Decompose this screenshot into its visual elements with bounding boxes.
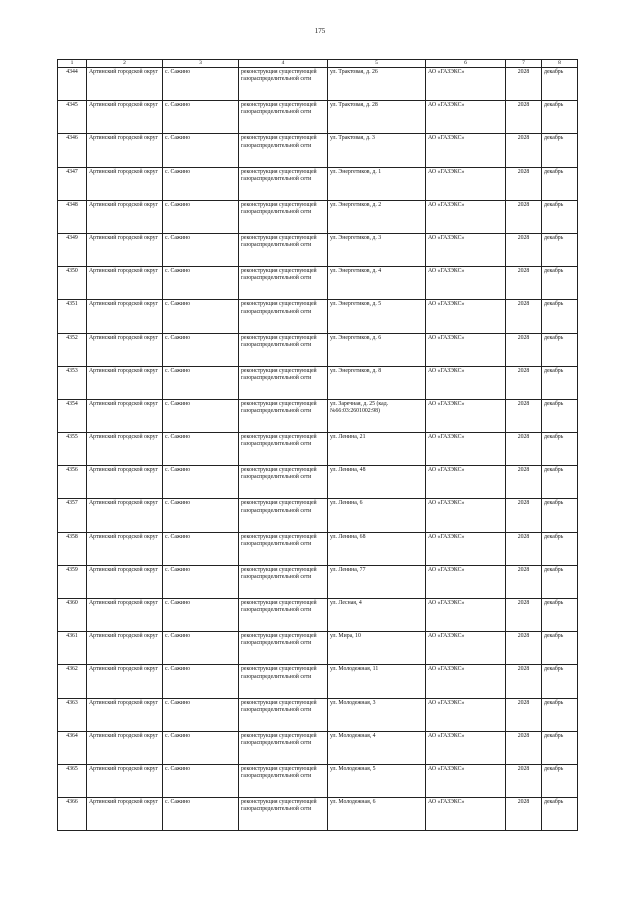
organization-cell: АО «ГАЗЭКС»	[426, 565, 506, 598]
municipality-cell: Артинский городской округ	[87, 599, 163, 632]
municipality-cell: Артинский городской округ	[87, 532, 163, 565]
municipality-cell: Артинский городской округ	[87, 399, 163, 432]
month-cell: декабрь	[542, 599, 578, 632]
table-row	[58, 565, 578, 598]
address-cell: ул. Ленина, 48	[328, 466, 426, 499]
table-row	[58, 300, 578, 333]
work-type-cell: реконструкция существующей газораспределительной сети	[239, 632, 328, 665]
row-number-cell: 4349	[58, 233, 87, 266]
address-cell: ул. Энергетиков, д. 2	[328, 200, 426, 233]
work-type-cell: реконструкция существующей газораспределительной сети	[239, 466, 328, 499]
row-number-cell: 4360	[58, 599, 87, 632]
organization-cell: АО «ГАЗЭКС»	[426, 134, 506, 167]
work-type-cell: реконструкция существующей газораспределительной сети	[239, 333, 328, 366]
address-cell: ул. Энергетиков, д. 5	[328, 300, 426, 333]
organization-cell: АО «ГАЗЭКС»	[426, 333, 506, 366]
column-header: 1	[58, 60, 87, 68]
month-cell: декабрь	[542, 233, 578, 266]
column-header: 4	[239, 60, 328, 68]
address-cell: ул. Энергетиков, д. 6	[328, 333, 426, 366]
row-number-cell: 4359	[58, 565, 87, 598]
organization-cell: АО «ГАЗЭКС»	[426, 665, 506, 698]
organization-cell: АО «ГАЗЭКС»	[426, 200, 506, 233]
address-cell: ул. Ленина, 21	[328, 433, 426, 466]
column-header: 2	[87, 60, 163, 68]
year-cell: 2028	[506, 366, 542, 399]
row-number-cell: 4357	[58, 499, 87, 532]
organization-cell: АО «ГАЗЭКС»	[426, 532, 506, 565]
address-cell: ул. Трактовая, д. 28	[328, 101, 426, 134]
work-type-cell: реконструкция существующей газораспределительной сети	[239, 134, 328, 167]
table-row	[58, 200, 578, 233]
work-type-cell: реконструкция существующей газораспределительной сети	[239, 300, 328, 333]
organization-cell: АО «ГАЗЭКС»	[426, 167, 506, 200]
table-row	[58, 134, 578, 167]
month-cell: декабрь	[542, 267, 578, 300]
row-number-cell: 4363	[58, 698, 87, 731]
row-number-cell: 4354	[58, 399, 87, 432]
year-cell: 2028	[506, 233, 542, 266]
address-cell: ул. Заречная, д. 25 (кад. №66:03:2601002:98)	[328, 399, 426, 432]
column-header: 8	[542, 60, 578, 68]
municipality-cell: Артинский городской округ	[87, 433, 163, 466]
year-cell: 2028	[506, 599, 542, 632]
settlement-cell: с. Сажино	[163, 167, 239, 200]
work-type-cell: реконструкция существующей газораспределительной сети	[239, 499, 328, 532]
table-row	[58, 267, 578, 300]
municipality-cell: Артинский городской округ	[87, 200, 163, 233]
address-cell: ул. Мира, 10	[328, 632, 426, 665]
settlement-cell: с. Сажино	[163, 233, 239, 266]
month-cell: декабрь	[542, 134, 578, 167]
organization-cell: АО «ГАЗЭКС»	[426, 267, 506, 300]
settlement-cell: с. Сажино	[163, 399, 239, 432]
organization-cell: АО «ГАЗЭКС»	[426, 466, 506, 499]
settlement-cell: с. Сажино	[163, 599, 239, 632]
work-type-cell: реконструкция существующей газораспределительной сети	[239, 167, 328, 200]
month-cell: декабрь	[542, 764, 578, 797]
year-cell: 2028	[506, 632, 542, 665]
address-cell: ул. Энергетиков, д. 3	[328, 233, 426, 266]
municipality-cell: Артинский городской округ	[87, 267, 163, 300]
row-number-cell: 4344	[58, 68, 87, 101]
address-cell: ул. Трактовая, д. 3	[328, 134, 426, 167]
year-cell: 2028	[506, 134, 542, 167]
settlement-cell: с. Сажино	[163, 101, 239, 134]
address-cell: ул. Энергетиков, д. 1	[328, 167, 426, 200]
work-type-cell: реконструкция существующей газораспределительной сети	[239, 399, 328, 432]
gas-network-reconstruction-table	[57, 59, 578, 831]
table-body	[58, 68, 578, 831]
settlement-cell: с. Сажино	[163, 267, 239, 300]
year-cell: 2028	[506, 300, 542, 333]
table-row	[58, 532, 578, 565]
municipality-cell: Артинский городской округ	[87, 300, 163, 333]
month-cell: декабрь	[542, 200, 578, 233]
organization-cell: АО «ГАЗЭКС»	[426, 433, 506, 466]
settlement-cell: с. Сажино	[163, 333, 239, 366]
municipality-cell: Артинский городской округ	[87, 731, 163, 764]
row-number-cell: 4355	[58, 433, 87, 466]
year-cell: 2028	[506, 565, 542, 598]
table-row	[58, 233, 578, 266]
organization-cell: АО «ГАЗЭКС»	[426, 68, 506, 101]
month-cell: декабрь	[542, 798, 578, 831]
address-cell: ул. Молодежная, 6	[328, 798, 426, 831]
row-number-cell: 4361	[58, 632, 87, 665]
year-cell: 2028	[506, 333, 542, 366]
row-number-cell: 4350	[58, 267, 87, 300]
row-number-cell: 4348	[58, 200, 87, 233]
year-cell: 2028	[506, 68, 542, 101]
work-type-cell: реконструкция существующей газораспределительной сети	[239, 532, 328, 565]
month-cell: декабрь	[542, 565, 578, 598]
row-number-cell: 4358	[58, 532, 87, 565]
work-type-cell: реконструкция существующей газораспределительной сети	[239, 233, 328, 266]
work-type-cell: реконструкция существующей газораспределительной сети	[239, 68, 328, 101]
table-row	[58, 68, 578, 101]
municipality-cell: Артинский городской округ	[87, 167, 163, 200]
municipality-cell: Артинский городской округ	[87, 134, 163, 167]
municipality-cell: Артинский городской округ	[87, 764, 163, 797]
column-header: 6	[426, 60, 506, 68]
municipality-cell: Артинский городской округ	[87, 499, 163, 532]
municipality-cell: Артинский городской округ	[87, 665, 163, 698]
organization-cell: АО «ГАЗЭКС»	[426, 101, 506, 134]
year-cell: 2028	[506, 798, 542, 831]
year-cell: 2028	[506, 101, 542, 134]
row-number-cell: 4345	[58, 101, 87, 134]
settlement-cell: с. Сажино	[163, 565, 239, 598]
municipality-cell: Артинский городской округ	[87, 366, 163, 399]
organization-cell: АО «ГАЗЭКС»	[426, 233, 506, 266]
municipality-cell: Артинский городской округ	[87, 698, 163, 731]
table-row	[58, 466, 578, 499]
table-row	[58, 499, 578, 532]
year-cell: 2028	[506, 267, 542, 300]
address-cell: ул. Энергетиков, д. 8	[328, 366, 426, 399]
work-type-cell: реконструкция существующей газораспределительной сети	[239, 101, 328, 134]
table-row	[58, 167, 578, 200]
work-type-cell: реконструкция существующей газораспределительной сети	[239, 764, 328, 797]
column-header: 5	[328, 60, 426, 68]
table-row	[58, 101, 578, 134]
page-number: 175	[314, 27, 326, 35]
settlement-cell: с. Сажино	[163, 433, 239, 466]
address-cell: ул. Энергетиков, д. 4	[328, 267, 426, 300]
municipality-cell: Артинский городской округ	[87, 466, 163, 499]
settlement-cell: с. Сажино	[163, 300, 239, 333]
settlement-cell: с. Сажино	[163, 764, 239, 797]
table-row	[58, 764, 578, 797]
table-row	[58, 366, 578, 399]
table-row	[58, 731, 578, 764]
row-number-cell: 4366	[58, 798, 87, 831]
year-cell: 2028	[506, 433, 542, 466]
column-header: 7	[506, 60, 542, 68]
row-number-cell: 4364	[58, 731, 87, 764]
column-header: 3	[163, 60, 239, 68]
year-cell: 2028	[506, 466, 542, 499]
organization-cell: АО «ГАЗЭКС»	[426, 499, 506, 532]
table-row	[58, 798, 578, 831]
month-cell: декабрь	[542, 333, 578, 366]
month-cell: декабрь	[542, 532, 578, 565]
address-cell: ул. Ленина, 6	[328, 499, 426, 532]
municipality-cell: Артинский городской округ	[87, 565, 163, 598]
organization-cell: АО «ГАЗЭКС»	[426, 366, 506, 399]
settlement-cell: с. Сажино	[163, 200, 239, 233]
work-type-cell: реконструкция существующей газораспределительной сети	[239, 200, 328, 233]
year-cell: 2028	[506, 665, 542, 698]
work-type-cell: реконструкция существующей газораспределительной сети	[239, 798, 328, 831]
address-cell: ул. Ленина, 77	[328, 565, 426, 598]
table-row	[58, 433, 578, 466]
address-cell: ул. Трактовая, д. 26	[328, 68, 426, 101]
settlement-cell: с. Сажино	[163, 532, 239, 565]
table-row	[58, 333, 578, 366]
address-cell: ул. Молодежная, 5	[328, 764, 426, 797]
year-cell: 2028	[506, 499, 542, 532]
month-cell: декабрь	[542, 466, 578, 499]
work-type-cell: реконструкция существующей газораспределительной сети	[239, 267, 328, 300]
address-cell: ул. Молодежная, 11	[328, 665, 426, 698]
work-type-cell: реконструкция существующей газораспределительной сети	[239, 731, 328, 764]
organization-cell: АО «ГАЗЭКС»	[426, 300, 506, 333]
row-number-cell: 4347	[58, 167, 87, 200]
month-cell: декабрь	[542, 433, 578, 466]
month-cell: декабрь	[542, 698, 578, 731]
month-cell: декабрь	[542, 366, 578, 399]
work-type-cell: реконструкция существующей газораспределительной сети	[239, 599, 328, 632]
organization-cell: АО «ГАЗЭКС»	[426, 599, 506, 632]
address-cell: ул. Молодежная, 4	[328, 731, 426, 764]
work-type-cell: реконструкция существующей газораспределительной сети	[239, 565, 328, 598]
month-cell: декабрь	[542, 300, 578, 333]
table-row	[58, 399, 578, 432]
settlement-cell: с. Сажино	[163, 134, 239, 167]
organization-cell: АО «ГАЗЭКС»	[426, 698, 506, 731]
month-cell: декабрь	[542, 632, 578, 665]
settlement-cell: с. Сажино	[163, 466, 239, 499]
work-type-cell: реконструкция существующей газораспределительной сети	[239, 433, 328, 466]
month-cell: декабрь	[542, 399, 578, 432]
organization-cell: АО «ГАЗЭКС»	[426, 764, 506, 797]
month-cell: декабрь	[542, 499, 578, 532]
settlement-cell: с. Сажино	[163, 798, 239, 831]
settlement-cell: с. Сажино	[163, 698, 239, 731]
municipality-cell: Артинский городской округ	[87, 632, 163, 665]
work-type-cell: реконструкция существующей газораспределительной сети	[239, 366, 328, 399]
organization-cell: АО «ГАЗЭКС»	[426, 798, 506, 831]
settlement-cell: с. Сажино	[163, 632, 239, 665]
row-number-cell: 4365	[58, 764, 87, 797]
municipality-cell: Артинский городской округ	[87, 333, 163, 366]
organization-cell: АО «ГАЗЭКС»	[426, 632, 506, 665]
settlement-cell: с. Сажино	[163, 366, 239, 399]
year-cell: 2028	[506, 399, 542, 432]
work-type-cell: реконструкция существующей газораспределительной сети	[239, 698, 328, 731]
month-cell: декабрь	[542, 167, 578, 200]
table-row	[58, 665, 578, 698]
row-number-cell: 4356	[58, 466, 87, 499]
table-row	[58, 632, 578, 665]
year-cell: 2028	[506, 764, 542, 797]
settlement-cell: с. Сажино	[163, 665, 239, 698]
row-number-cell: 4362	[58, 665, 87, 698]
month-cell: декабрь	[542, 101, 578, 134]
address-cell: ул. Ленина, 68	[328, 532, 426, 565]
settlement-cell: с. Сажино	[163, 68, 239, 101]
settlement-cell: с. Сажино	[163, 499, 239, 532]
municipality-cell: Артинский городской округ	[87, 233, 163, 266]
row-number-cell: 4352	[58, 333, 87, 366]
municipality-cell: Артинский городской округ	[87, 798, 163, 831]
address-cell: ул. Молодежная, 3	[328, 698, 426, 731]
municipality-cell: Артинский городской округ	[87, 101, 163, 134]
table-row	[58, 599, 578, 632]
year-cell: 2028	[506, 532, 542, 565]
work-type-cell: реконструкция существующей газораспределительной сети	[239, 665, 328, 698]
month-cell: декабрь	[542, 68, 578, 101]
row-number-cell: 4353	[58, 366, 87, 399]
month-cell: декабрь	[542, 665, 578, 698]
column-number-row	[58, 60, 578, 68]
organization-cell: АО «ГАЗЭКС»	[426, 731, 506, 764]
row-number-cell: 4351	[58, 300, 87, 333]
year-cell: 2028	[506, 167, 542, 200]
settlement-cell: с. Сажино	[163, 731, 239, 764]
organization-cell: АО «ГАЗЭКС»	[426, 399, 506, 432]
row-number-cell: 4346	[58, 134, 87, 167]
municipality-cell: Артинский городской округ	[87, 68, 163, 101]
year-cell: 2028	[506, 698, 542, 731]
address-cell: ул. Лесная, 4	[328, 599, 426, 632]
year-cell: 2028	[506, 200, 542, 233]
month-cell: декабрь	[542, 731, 578, 764]
year-cell: 2028	[506, 731, 542, 764]
table-row	[58, 698, 578, 731]
